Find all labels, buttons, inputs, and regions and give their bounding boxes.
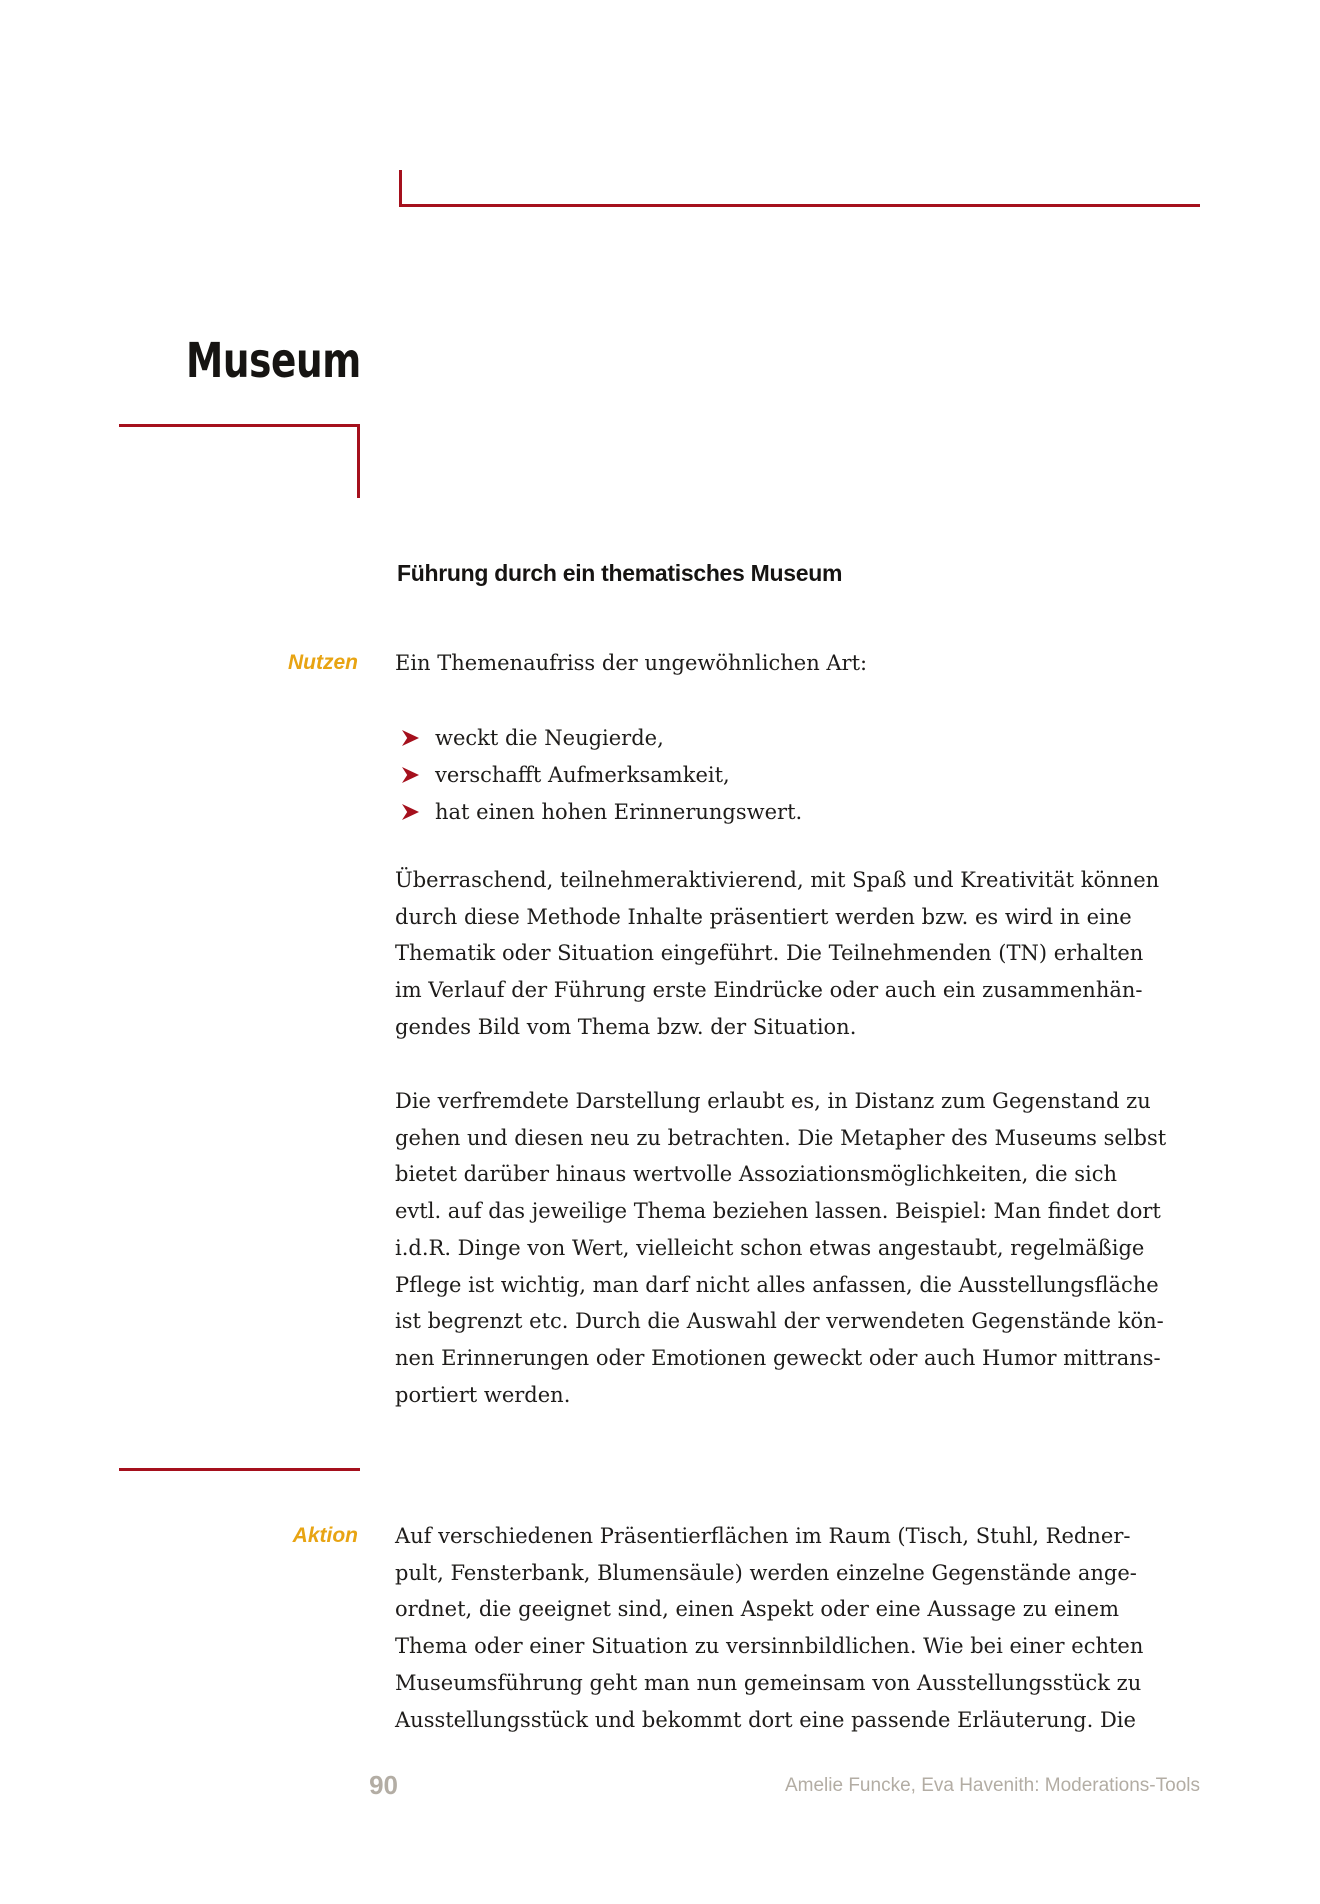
- text-line: Überraschend, teilnehmeraktivierend, mit Spaß und Kreativität können: [395, 868, 1160, 892]
- text-line: evtl. auf das jeweilige Thema beziehen lassen. Beispiel: Man findet dort: [395, 1199, 1161, 1224]
- list-item-text: verschafft Aufmerksamkeit,: [435, 763, 730, 788]
- text-line: im Verlauf der Führung erste Eindrücke oder auch ein zusammenhän-: [395, 978, 1143, 1003]
- list-item: [395, 757, 802, 794]
- text-line: Auf verschiedenen Präsentierflächen im Raum (Tisch, Stuhl, Redner-: [395, 1524, 1131, 1548]
- text-line: Ausstellungsstück und bekommt dort eine passende Erläuterung. Die: [395, 1707, 1136, 1732]
- paragraph-aktion-1: [395, 1518, 1143, 1738]
- text-line: Die verfremdete Darstellung erlaubt es, in Distanz zum Gegenstand zu: [395, 1089, 1151, 1113]
- section-separator-rule: [119, 1468, 360, 1471]
- benefit-bullet-list: [395, 720, 802, 830]
- paragraph-nutzen-2: [395, 1083, 1166, 1413]
- text-line: nen Erinnerungen oder Emotionen geweckt oder auch Humor mittrans-: [395, 1345, 1161, 1370]
- arrow-bullet-icon: [402, 804, 419, 820]
- list-item: [395, 793, 802, 830]
- arrow-bullet-icon: [402, 730, 419, 746]
- text-line: gehen und diesen neu zu betrachten. Die Metapher des Museums selbst: [395, 1125, 1167, 1150]
- text-line: ordnet, die geeignet sind, einen Aspekt oder eine Aussage zu einem: [395, 1597, 1119, 1622]
- section-heading: Führung durch ein thematisches Museum: [397, 560, 843, 587]
- list-item-text: hat einen hohen Erinnerungswert.: [435, 799, 803, 824]
- text-line: pult, Fensterbank, Blumensäule) werden einzelne Gegenstände ange-: [395, 1560, 1137, 1585]
- footer-credit: Amelie Funcke, Eva Havenith: Moderations-Tools: [784, 1775, 1200, 1796]
- text-line: ist begrenzt etc. Durch die Auswahl der verwendeten Gegenstände kön-: [395, 1309, 1164, 1334]
- list-item: [395, 720, 802, 757]
- text-line: gendes Bild vom Thema bzw. der Situation.: [395, 1014, 857, 1039]
- text-line: portiert werden.: [395, 1382, 571, 1407]
- chapter-title: Museum: [186, 333, 361, 390]
- text-line: i.d.R. Dinge von Wert, vielleicht schon etwas angestaubt, regelmäßige: [395, 1235, 1145, 1260]
- margin-bracket-vertical-rule: [357, 424, 360, 498]
- page-number: 90: [369, 1770, 398, 1800]
- text-line: Thema oder einer Situation zu versinnbildlichen. Wie bei einer echten: [395, 1634, 1144, 1659]
- list-item-text: weckt die Neugierde,: [435, 726, 664, 751]
- text-line: durch diese Methode Inhalte präsentiert werden bzw. es wird in eine: [395, 904, 1132, 929]
- paragraph-nutzen-1: [395, 862, 1159, 1046]
- top-horizontal-rule: [399, 204, 1200, 207]
- text-line: Museumsführung geht man nun gemeinsam von Ausstellungsstück zu: [395, 1670, 1142, 1695]
- text-line: Pflege ist wichtig, man darf nicht alles anfassen, die Ausstellungsfläche: [395, 1272, 1159, 1297]
- arrow-bullet-icon: [402, 767, 419, 783]
- margin-label-aktion: Aktion: [292, 1524, 358, 1547]
- nutzen-intro-line: Ein Themenaufriss der ungewöhnlichen Art:: [395, 651, 868, 675]
- margin-bracket-horizontal-rule: [119, 424, 360, 427]
- top-corner-tick-rule: [399, 170, 402, 207]
- text-line: bietet darüber hinaus wertvolle Assoziationsmöglichkeiten, die sich: [395, 1162, 1117, 1187]
- margin-label-nutzen: Nutzen: [288, 651, 358, 674]
- text-line: Thematik oder Situation eingeführt. Die Teilnehmenden (TN) erhalten: [395, 941, 1144, 966]
